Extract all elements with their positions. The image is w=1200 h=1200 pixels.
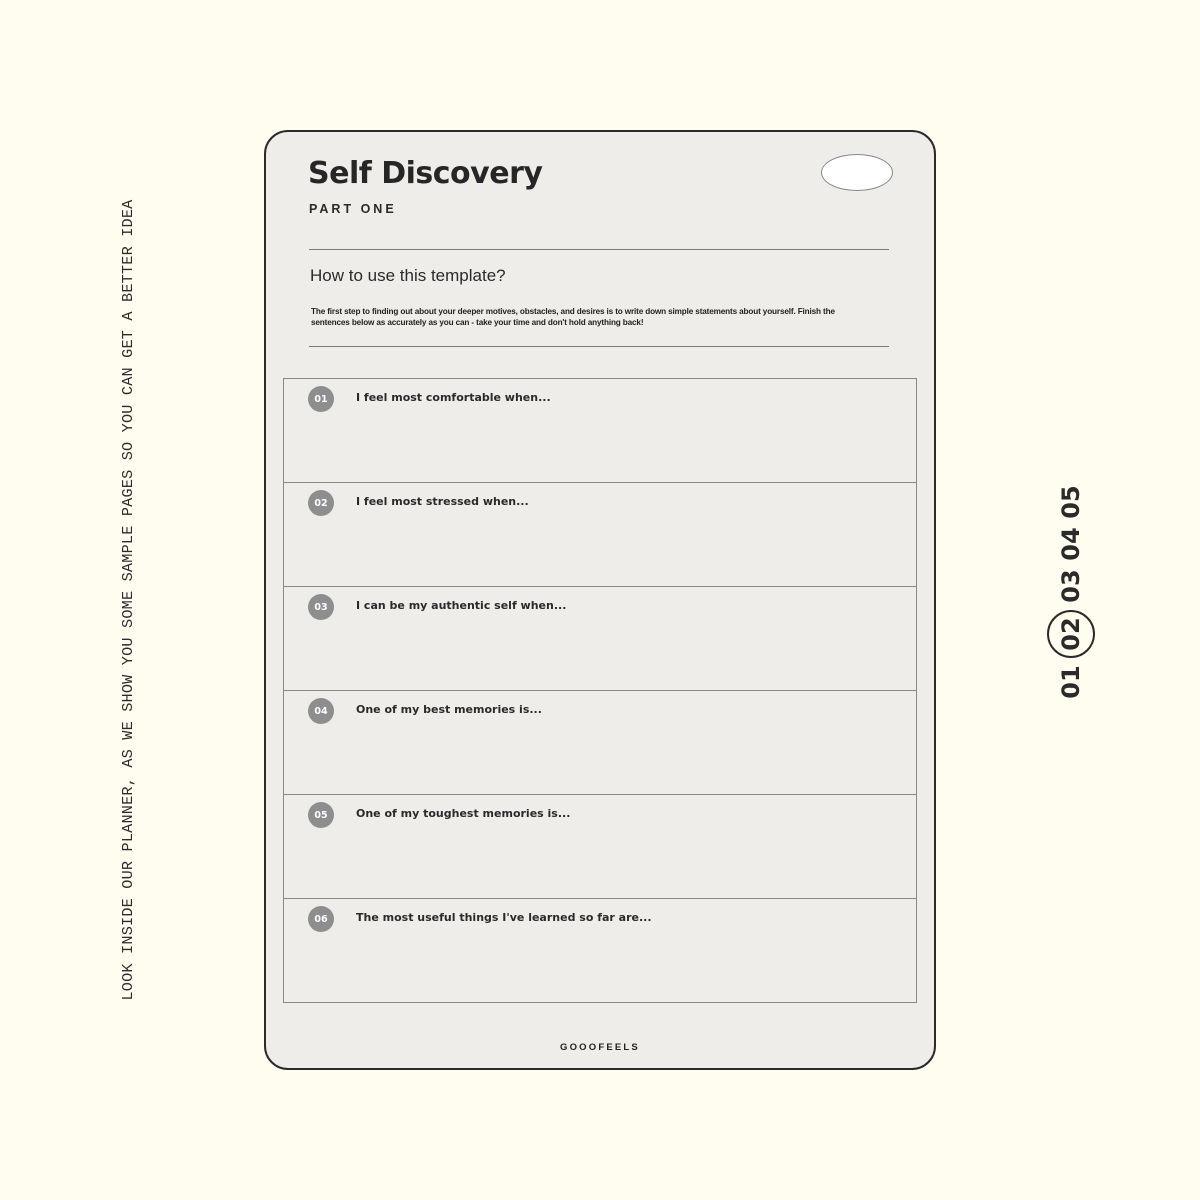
prompt-row[interactable]: [284, 483, 916, 587]
prompt-row[interactable]: [284, 379, 916, 483]
page-title: Self Discovery: [308, 156, 543, 191]
side-caption: LOOK INSIDE OUR PLANNER, AS WE SHOW YOU SOME SAMPLE PAGES SO YOU CAN GET A BETTER IDEA: [119, 199, 137, 1001]
brand-footer: GOOOFEELS: [560, 1042, 640, 1053]
howto-heading: How to use this template?: [310, 266, 506, 285]
prompt-label: One of my toughest memories is...: [356, 807, 571, 820]
divider-bottom: [309, 346, 889, 347]
prompt-list: [283, 378, 917, 1003]
number-badge: 04: [308, 698, 334, 724]
prompt-label: I feel most stressed when...: [356, 495, 529, 508]
number-badge: 01: [308, 386, 334, 412]
page-04[interactable]: 04: [1057, 527, 1085, 561]
prompt-row[interactable]: [284, 899, 916, 1002]
page-01[interactable]: 01: [1057, 665, 1085, 699]
number-badge: 06: [308, 906, 334, 932]
howto-description: The first step to finding out about your deeper motives, obstacles, and desires is to write down simple statements about yourself. Finish the sentences below as accurately as you can - take your time and don't hold anything back!: [311, 307, 835, 327]
number-badge: 03: [308, 594, 334, 620]
prompt-row[interactable]: [284, 795, 916, 899]
page-02-active[interactable]: 02: [1047, 610, 1095, 658]
prompt-label: One of my best memories is...: [356, 703, 542, 716]
prompt-label: I can be my authentic self when...: [356, 599, 567, 612]
page-subtitle: PART ONE: [309, 202, 397, 216]
number-badge: 02: [308, 490, 334, 516]
divider-top: [309, 249, 889, 250]
prompt-label: I feel most comfortable when...: [356, 391, 551, 404]
prompt-label: The most useful things I've learned so far are...: [356, 911, 652, 924]
planner-page-card: [264, 130, 936, 1070]
page-05[interactable]: 05: [1057, 485, 1085, 519]
page-indicator: [1047, 484, 1095, 700]
prompt-row[interactable]: [284, 587, 916, 691]
prompt-row[interactable]: [284, 691, 916, 795]
oval-tab-icon: [821, 154, 893, 191]
page-03[interactable]: 03: [1057, 569, 1085, 603]
number-badge: 05: [308, 802, 334, 828]
